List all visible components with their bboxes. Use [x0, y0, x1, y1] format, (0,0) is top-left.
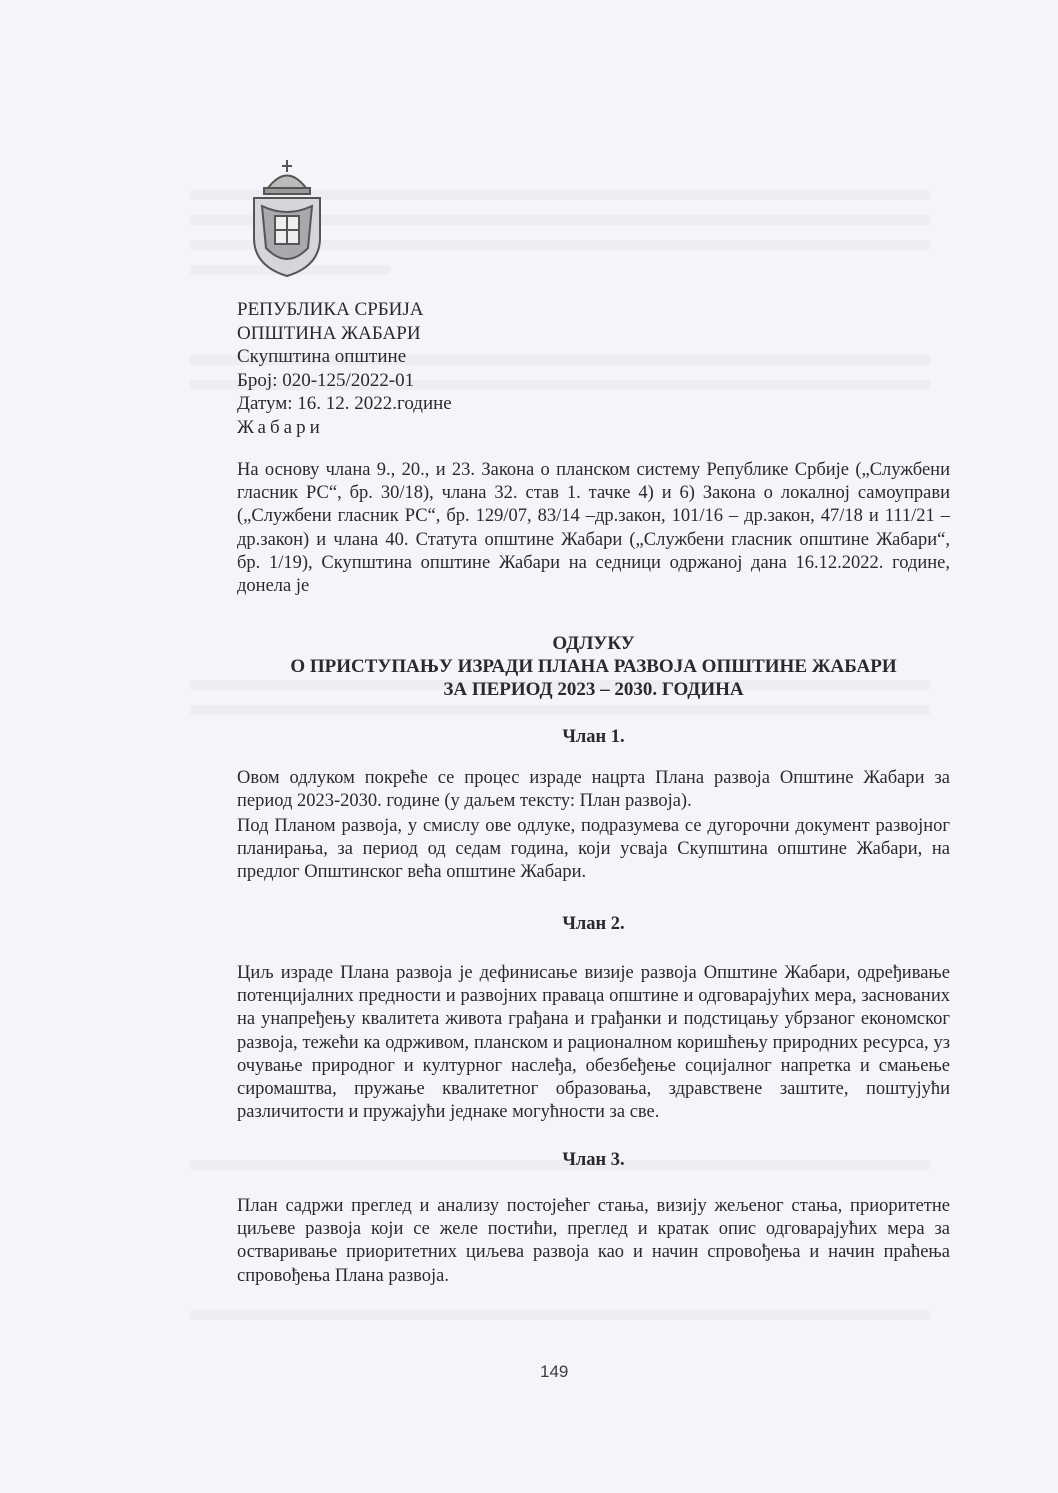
- article-1-heading: Члан 1.: [562, 727, 625, 747]
- country-name: РЕПУБЛИКА СРБИЈА: [237, 299, 424, 320]
- municipality-name: ОПШТИНА ЖАБАРИ: [237, 322, 421, 344]
- article-2-heading: Члан 2.: [562, 914, 625, 934]
- title-line-1: ОДЛУКУ: [552, 633, 635, 654]
- decision-title: [237, 632, 950, 701]
- article-1-paragraph-1-text: Овом одлуком покреће се процес израде нацрта Плана развоја Општине Жабари за период 2023-2030. године (у даљем тексту: План развоја).: [237, 768, 950, 812]
- title-line-2: О ПРИСТУПАЊУ ИЗРАДИ ПЛАНА РАЗВОЈА ОПШТИНЕ ЖАБАРИ: [290, 656, 897, 677]
- preamble: [237, 459, 950, 598]
- issuing-body: Скупштина општине: [237, 346, 407, 367]
- preamble-text: На основу члана 9., 20., и 23. Закона о планском систему Републике Србије („Службени гласник РС“, бр. 30/18), члана 32. став 1. тачке 4) и 6) Закона о локалној самоуправи („Службени гласник РС“, бр. 129/07, 83/14 –др.закон, 101/16 – др.закон, 47/18 и 111/21 – др.закон) и члана 40. Статута општине Жабари („Службени гласник општине Жабари“, бр. 1/19), Скупштина општине Жабари на седници одржаној дана 16.12.2022. године, донела је: [237, 460, 950, 597]
- title-line-3: ЗА ПЕРИОД 2023 – 2030. ГОДИНА: [443, 679, 744, 700]
- article-3-paragraph-1: [237, 1195, 950, 1288]
- bleed-through-line: [190, 1310, 930, 1320]
- document-date: Датум: 16. 12. 2022.године: [237, 393, 452, 414]
- article-1-paragraph-1: [237, 767, 950, 813]
- article-3-heading: Члан 3.: [562, 1150, 625, 1170]
- article-2-paragraph-1: [237, 962, 950, 1124]
- coat-of-arms-icon: [248, 158, 326, 278]
- page-number: 149: [540, 1362, 569, 1381]
- article-1-paragraph-2: [237, 815, 950, 885]
- document-place: Жабари: [237, 416, 324, 438]
- bleed-through-line: [190, 705, 930, 715]
- article-1-paragraph-2-text: Под Планом развоја, у смислу ове одлуке, подразумева се дугорочни документ развојног планирања, за период од седам година, који усваја Скупштина општине Жабари, на предлог Општинског већа општине Жабари.: [237, 816, 950, 883]
- article-2-paragraph-1-text: Циљ израде Плана развоја је дефинисање визије развоја Општине Жабари, одређивање потенцијалних предности и развојних праваца општине и одговарајућих мера, заснованих на унапређењу квалитета живота грађана и грађанки и подстицању убрзаног економског развоја, тежећи ка одрживом, планском и рационалном коришћењу природних ресурса, уз очување природног и културног наслеђа, обезбеђење социјалног напретка и смањење сиромаштва, пружање квалитетног образовања, здравствене заштите, поштујући различитости и пружајући једнаке могућности за све.: [237, 963, 950, 1123]
- document-header: [237, 298, 452, 439]
- article-3-paragraph-1-text: План садржи преглед и анализу постојећег стања, визију жељеног стања, приоритетне циљеве развоја који се желе постићи, преглед и кратак опис одговарајућих мера за остваривање приоритетних циљева развоја као и начин спровођења и начин праћења спровођења Плана развоја.: [237, 1196, 950, 1286]
- document-number: Број: 020-125/2022-01: [237, 369, 415, 391]
